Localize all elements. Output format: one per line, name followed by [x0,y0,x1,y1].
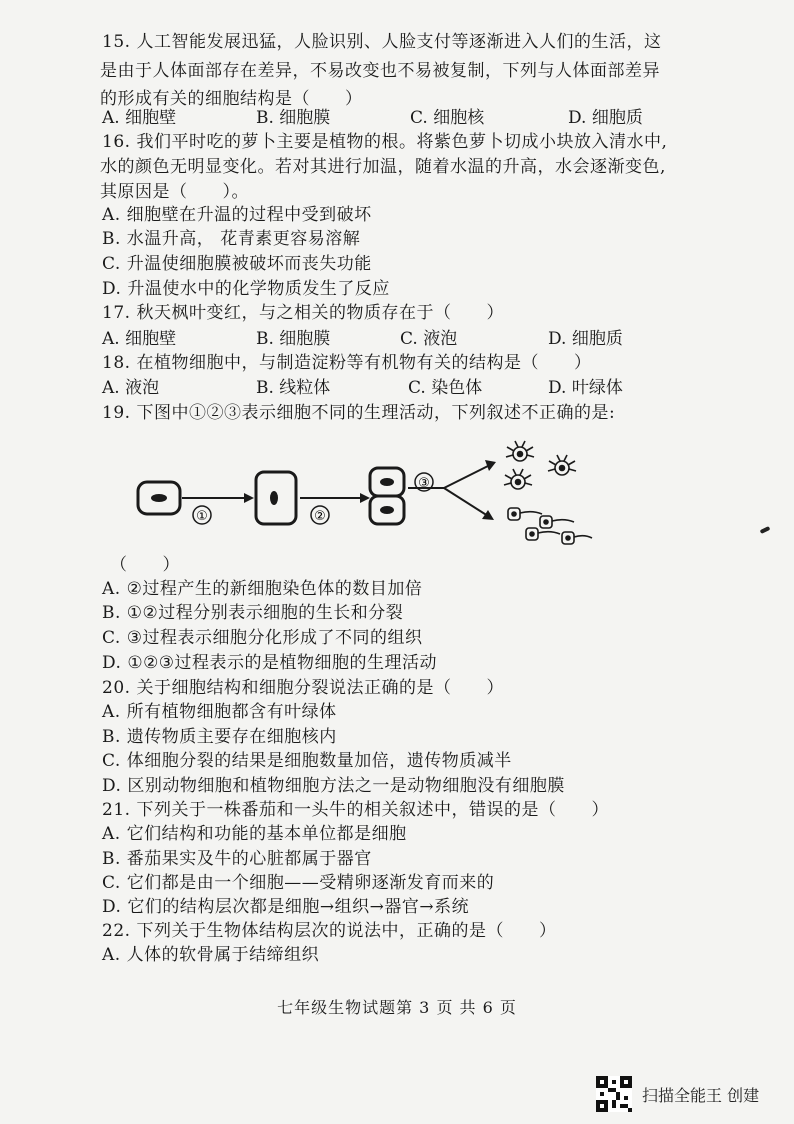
option: B. 细胞膜 [256,108,331,128]
q16-option-b: B. 水温升高， 花青素更容易溶解 [102,229,361,249]
label-process-3: ③ [418,476,430,491]
q20-option-a: A. 所有植物细胞都含有叶绿体 [102,702,337,722]
q18-options [102,376,722,400]
q22-line-1: 22. 下列关于生物体结构层次的说法中，正确的是（ ） [102,921,557,941]
qr-code-icon [596,1076,632,1112]
flagellated-cells [508,508,592,544]
q16-line-3: 其原因是（ ）。 [100,182,249,202]
q19-option-d: D. ①②③过程表示的是植物细胞的生理活动 [102,653,438,673]
q19-line-1: 19. 下图中①②③表示细胞不同的生理活动，下列叙述不正确的是: [102,403,616,423]
q20-option-b: B. 遗传物质主要存在细胞核内 [102,727,337,747]
q19-option-b: B. ①②过程分别表示细胞的生长和分裂 [102,603,404,623]
q15-line-2: 是由于人体面部存在差异，不易改变也不易被复制，下列与人体面部差异 [100,61,660,81]
option: D. 细胞质 [548,329,623,349]
q21-line-1: 21. 下列关于一株番茄和一头牛的相关叙述中，错误的是（ ） [102,800,609,820]
watermark-text: 扫描全能王 创建 [642,1085,760,1105]
cell-small [138,482,180,514]
q16-option-c: C. 升温使细胞膜被破坏而丧失功能 [102,254,372,274]
option: B. 线粒体 [256,378,331,398]
q20-line-1: 20. 关于细胞结构和细胞分裂说法正确的是（ ） [102,678,504,698]
q19-answer-paren: （ ） [110,555,180,575]
option: A. 细胞壁 [102,108,177,128]
option: C. 细胞核 [410,108,485,128]
q17-line-1: 17. 秋天枫叶变红，与之相关的物质存在于（ ） [102,303,504,323]
q21-option-d: D. 它们的结构层次都是细胞→组织→器官→系统 [102,897,470,917]
q20-option-c: C. 体细胞分裂的结果是细胞数量加倍，遗传物质减半 [102,751,512,771]
q21-option-c: C. 它们都是由一个细胞——受精卵逐渐发育而来的 [102,873,495,893]
option: A. 细胞壁 [102,329,177,349]
option: D. 细胞质 [568,108,643,128]
q21-option-a: A. 它们结构和功能的基本单位都是细胞 [102,824,407,844]
arrow-process-2 [300,493,370,524]
q16-option-a: A. 细胞壁在升温的过程中受到破坏 [102,205,372,225]
q16-line-1: 16. 我们平时吃的萝卜主要是植物的根。将紫色萝卜切成小块放入清水中, [102,132,668,152]
cell-activity-diagram [128,440,628,552]
q20-option-d: D. 区别动物细胞和植物细胞方法之一是动物细胞没有细胞膜 [102,776,565,796]
arrow-process-1 [182,493,254,524]
q15-options [102,106,722,130]
q22-option-a: A. 人体的软骨属于结缔组织 [102,945,320,965]
scanner-watermark [596,1074,759,1114]
q17-options [102,327,722,351]
nerve-cells [504,441,576,489]
q18-line-1: 18. 在植物细胞中，与制造淀粉等有机物有关的结构是（ ） [102,353,592,373]
cell-grown [256,472,296,524]
q15-line-3: 的形成有关的细胞结构是（ ） [100,89,363,109]
option: C. 液泡 [400,329,458,349]
label-process-1: ① [196,509,208,524]
q21-option-b: B. 番茄果实及牛的心脏都属于器官 [102,849,372,869]
page-footer: 七年级生物试题第 3 页 共 6 页 [277,998,517,1017]
q19-option-a: A. ②过程产生的新细胞染色体的数目加倍 [102,579,423,599]
q16-option-d: D. 升温使水中的化学物质发生了反应 [102,279,390,299]
option: A. 液泡 [102,378,160,398]
option: C. 染色体 [408,378,483,398]
option: D. 叶绿体 [548,378,623,398]
q15-line-1: 15. 人工智能发展迅猛，人脸识别、人脸支付等逐渐进入人们的生活，这 [102,32,662,52]
q19-option-c: C. ③过程表示细胞分化形成了不同的组织 [102,628,423,648]
cell-divided [370,468,404,524]
q16-line-2: 水的颜色无明显变化。若对其进行加温，随着水温的升高，水会逐渐变色, [100,157,666,177]
option: B. 细胞膜 [256,329,331,349]
scan-mark [760,526,771,534]
label-process-2: ② [314,509,326,524]
